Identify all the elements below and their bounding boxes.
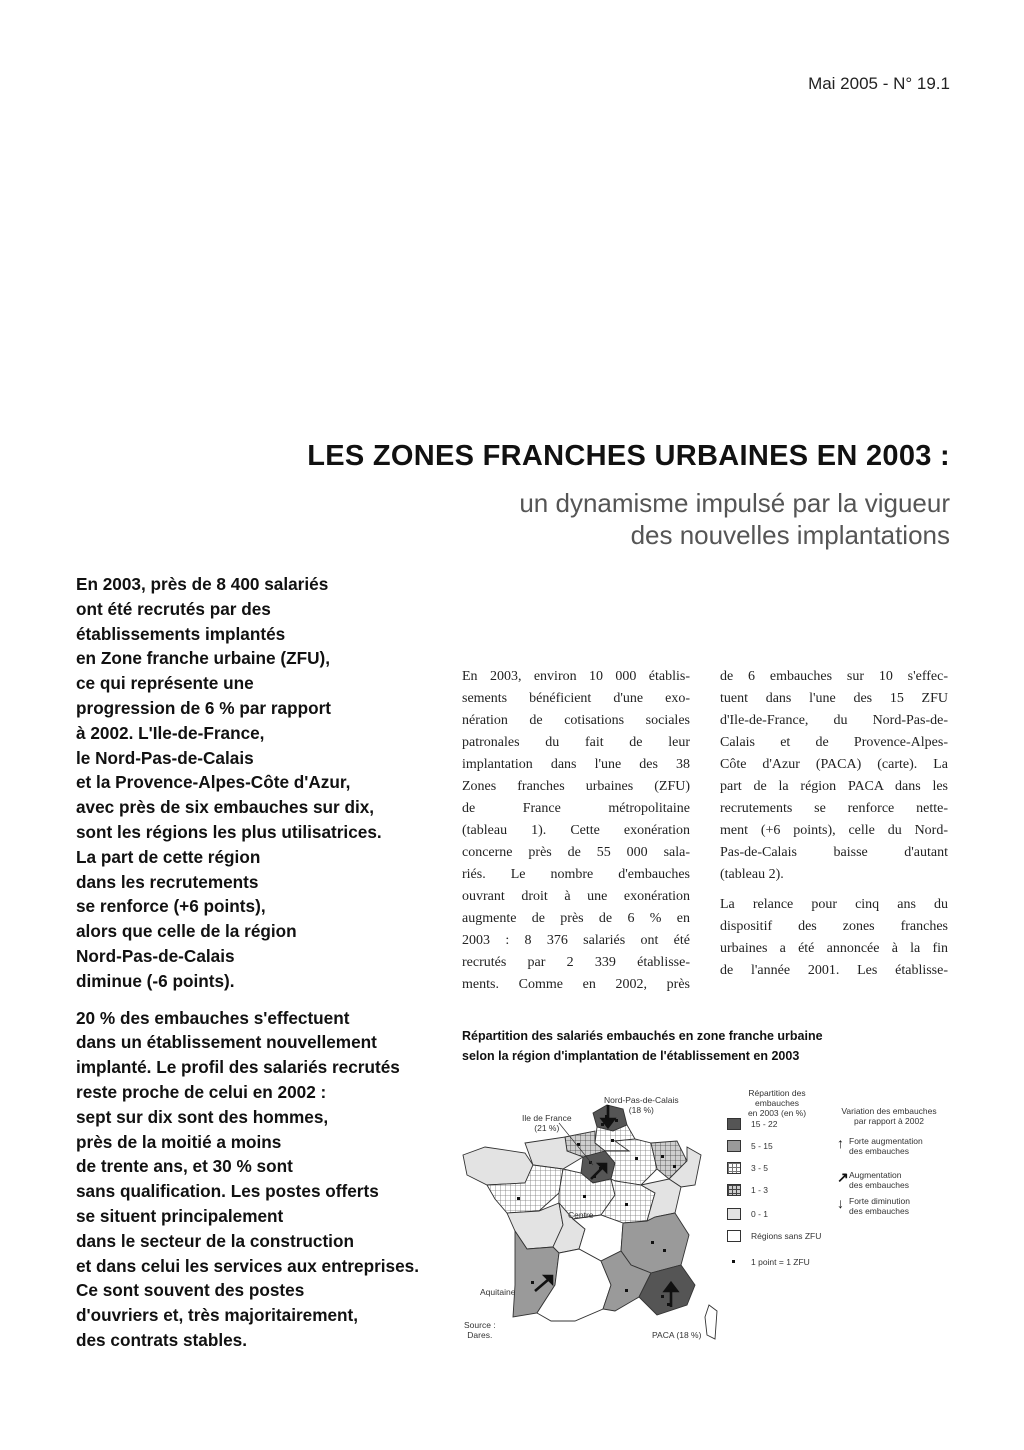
- intro-line: ce qui représente une: [76, 673, 254, 694]
- legend-swatch: [727, 1162, 741, 1174]
- intro-line: sont les régions les plus utilisatrices.: [76, 821, 382, 842]
- intro-line: La part de cette région: [76, 846, 261, 867]
- map-label-aquitaine: Aquitaine: [480, 1287, 516, 1297]
- body-paragraph: [720, 894, 948, 982]
- map-label-idf: Ile de France (21 %): [522, 1113, 572, 1133]
- body-line: En 2003, environ 10 000 établis-: [462, 669, 690, 684]
- map-label-nord: Nord-Pas-de-Calais (18 %): [604, 1095, 679, 1115]
- intro-paragraph-1: [76, 572, 456, 994]
- body-line: de France métropolitaine: [462, 801, 690, 816]
- intro-line: En 2003, près de 8 400 salariés: [76, 574, 329, 594]
- zfu-point: [601, 1123, 604, 1126]
- arrow-down-icon: ↓: [837, 1195, 844, 1211]
- legend-swatch: [727, 1208, 741, 1220]
- zfu-point: [531, 1281, 534, 1284]
- intro-line: implanté. Le profil des salariés recrutés: [76, 1057, 400, 1078]
- intro-line: sans qualification. Les postes offerts: [76, 1181, 379, 1202]
- intro-line: dans un établissement nouvellement: [76, 1032, 377, 1053]
- body-line: urbaines a été annoncée à la fin: [720, 941, 948, 956]
- intro-line: établissements implantés: [76, 623, 286, 644]
- zfu-point: [635, 1157, 638, 1160]
- body-line: augmente de près de 6 % en: [462, 911, 690, 926]
- body-line: (tableau 1). Cette exonération: [462, 823, 690, 838]
- body-line: ments. Comme en 2002, près: [462, 977, 690, 992]
- body-line: Côte d'Azur (PACA) (carte). La: [720, 757, 948, 772]
- zfu-point: [661, 1295, 664, 1298]
- article-subtitle: [390, 488, 950, 551]
- zfu-point: [611, 1139, 614, 1142]
- map-label-centre: Centre: [568, 1210, 594, 1220]
- zfu-point: [661, 1155, 664, 1158]
- intro-line: dans les recrutements: [76, 871, 259, 892]
- body-line: de 6 embauches sur 10 s'effec-: [720, 669, 948, 684]
- body-line: implantation dans l'une des 38: [462, 757, 690, 772]
- map-source: Source : Dares.: [464, 1320, 496, 1340]
- body-paragraph: [462, 666, 690, 996]
- zfu-point: [625, 1203, 628, 1206]
- subtitle-line: des nouvelles implantations: [630, 519, 950, 550]
- body-line: d'Ile-de-France, du Nord-Pas-de-: [720, 713, 948, 728]
- arrow-up-right-icon: ↗: [837, 1169, 849, 1185]
- body-line: tuent dans l'une des 15 ZFU: [720, 691, 948, 706]
- map-title-line: selon la région d'implantation de l'établissement en 2003: [462, 1049, 800, 1063]
- intro-line: se renforce (+6 points),: [76, 896, 266, 917]
- body-line: Zones franches urbaines (ZFU): [462, 779, 690, 794]
- zfu-point: [673, 1165, 676, 1168]
- intro-line: en Zone franche urbaine (ZFU),: [76, 648, 331, 669]
- intro-line: ont été recrutés par des: [76, 598, 271, 619]
- body-line: concerne près de 55 000 sala-: [462, 845, 690, 860]
- zfu-point: [651, 1241, 654, 1244]
- map-label-paca: PACA (18 %): [652, 1330, 702, 1340]
- intro-summary: [76, 572, 456, 1365]
- france-regions-map: [455, 1085, 725, 1355]
- body-column-1: [462, 666, 690, 1004]
- intro-line: diminue (-6 points).: [76, 970, 235, 991]
- body-paragraph: [720, 666, 948, 886]
- intro-line: 20 % des embauches s'effectuent: [76, 1007, 350, 1028]
- legend-swatch: [727, 1184, 741, 1196]
- body-line: dispositif des zones franches: [720, 919, 948, 934]
- body-line: Pas-de-Calais baisse d'autant: [720, 845, 948, 860]
- intro-line: le Nord-Pas-de-Calais: [76, 747, 254, 768]
- subtitle-line: un dynamisme impulsé par la vigueur: [519, 488, 950, 518]
- zfu-point: [517, 1197, 520, 1200]
- intro-line: et dans celui les services aux entreprises.: [76, 1255, 419, 1276]
- zfu-point: [663, 1249, 666, 1252]
- legend-swatch: [727, 1140, 741, 1152]
- arrow-up-icon: ↑: [837, 1135, 844, 1151]
- body-line: ouvrant droit à une exonération: [462, 889, 690, 904]
- intro-line: dans le secteur de la construction: [76, 1230, 354, 1251]
- issue-date: Mai 2005 - N° 19.1: [808, 74, 950, 93]
- legend-swatch: [727, 1118, 741, 1130]
- intro-line: sept sur dix sont des hommes,: [76, 1106, 329, 1127]
- intro-line: d'ouvriers et, très majoritairement,: [76, 1305, 359, 1326]
- intro-line: alors que celle de la région: [76, 921, 297, 942]
- body-line: recrutements se renforce nette-: [720, 801, 948, 816]
- intro-line: près de la moitié a moins: [76, 1131, 282, 1152]
- body-line: 2003 : 8 376 salariés ont été: [462, 933, 690, 948]
- body-line: sements bénéficient d'une exo-: [462, 691, 690, 706]
- intro-line: et la Provence-Alpes-Côte d'Azur,: [76, 772, 351, 793]
- zfu-point: [625, 1289, 628, 1292]
- body-line: Calais et de Provence-Alpes-: [720, 735, 948, 750]
- legend-swatch: [727, 1230, 741, 1242]
- intro-line: Nord-Pas-de-Calais: [76, 945, 235, 966]
- point-marker-icon: [732, 1260, 735, 1263]
- intro-line: avec près de six embauches sur dix,: [76, 797, 375, 818]
- intro-line: à 2002. L'Ile-de-France,: [76, 722, 265, 743]
- body-line: (tableau 2).: [720, 867, 784, 882]
- intro-line: Ce sont souvent des postes: [76, 1280, 305, 1301]
- intro-line: de trente ans, et 30 % sont: [76, 1156, 293, 1177]
- body-line: recrutés par 2 339 établisse-: [462, 955, 690, 970]
- body-line: nération de cotisations sociales: [462, 713, 690, 728]
- region-corse: [705, 1305, 717, 1339]
- map-title: [462, 1026, 962, 1066]
- body-column-2: [720, 666, 948, 990]
- body-line: part de la région PACA dans les: [720, 779, 948, 794]
- body-line: riés. Le nombre d'embauches: [462, 867, 690, 882]
- intro-line: se situent principalement: [76, 1205, 284, 1226]
- zfu-point: [667, 1303, 670, 1306]
- intro-line: reste proche de celui en 2002 :: [76, 1081, 327, 1102]
- variation-title: Variation des embauches par rapport à 2002: [841, 1106, 937, 1126]
- body-line: patronales du fait de leur: [462, 735, 690, 750]
- intro-line: des contrats stables.: [76, 1329, 247, 1350]
- map-title-line: Répartition des salariés embauchés en zone franche urbaine: [462, 1029, 823, 1043]
- body-line: La relance pour cinq ans du: [720, 897, 948, 912]
- article-title: LES ZONES FRANCHES URBAINES EN 2003 :: [307, 440, 950, 472]
- intro-paragraph-2: [76, 1006, 456, 1353]
- body-line: de l'année 2001. Les établisse-: [720, 963, 948, 978]
- body-line: ment (+6 points), celle du Nord-: [720, 823, 948, 838]
- region-rhone-alpes: [621, 1213, 689, 1273]
- region-bretagne: [463, 1147, 533, 1185]
- zfu-point: [583, 1195, 586, 1198]
- legend-title: Répartition des embauches en 2003 (en %): [747, 1088, 807, 1118]
- intro-line: progression de 6 % par rapport: [76, 697, 332, 718]
- zfu-point: [615, 1119, 618, 1122]
